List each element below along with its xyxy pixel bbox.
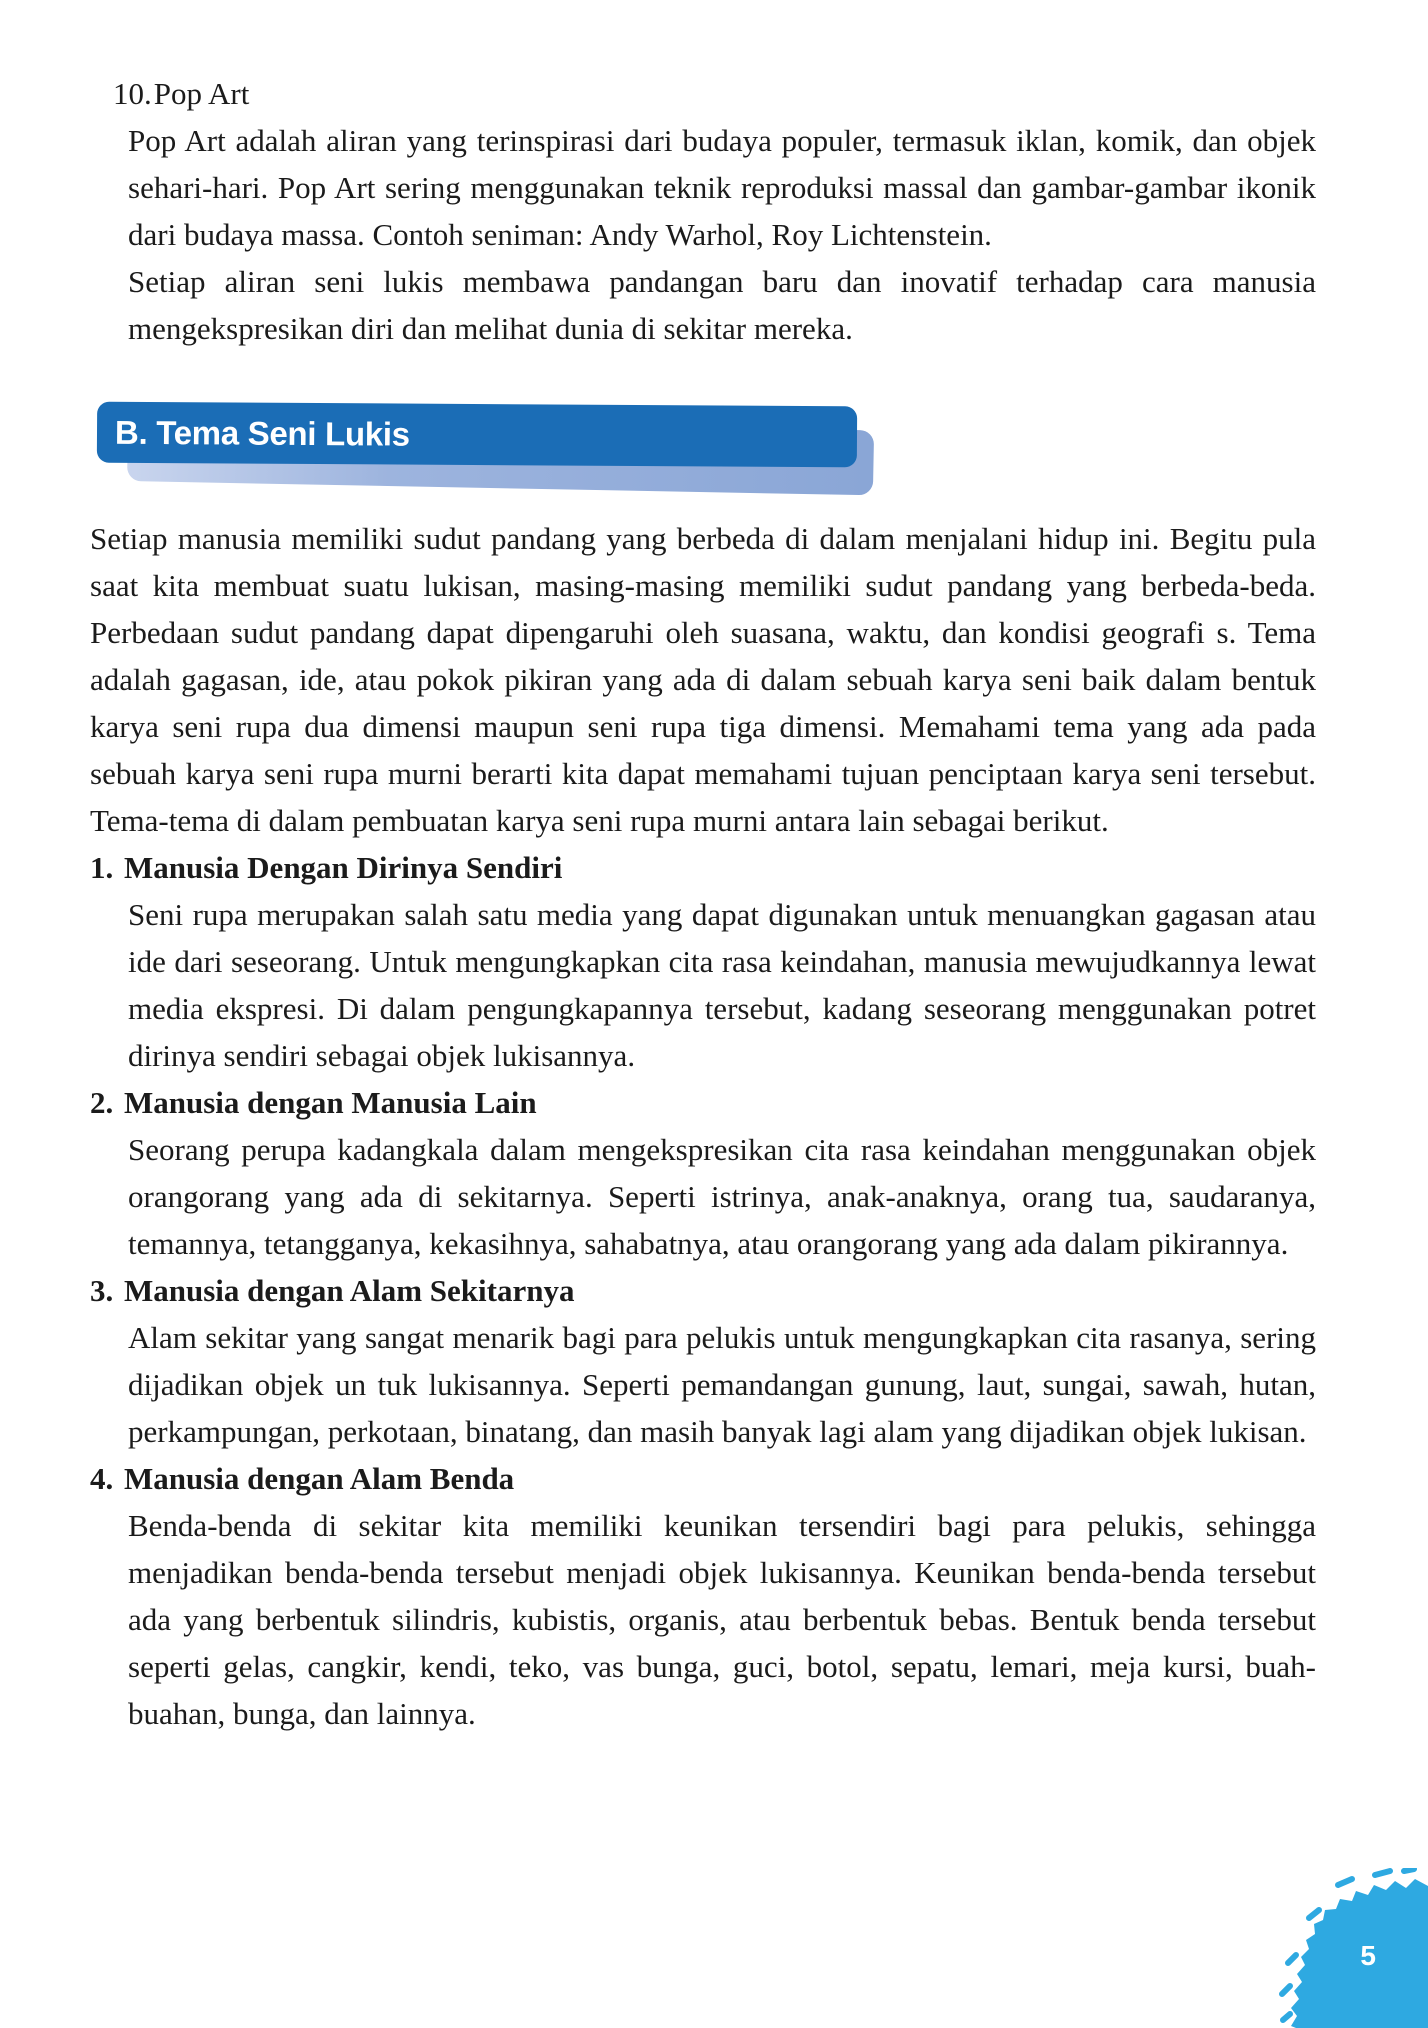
theme-4-title: Manusia dengan Alam Benda [124,1461,515,1496]
theme-2-heading [90,1079,1316,1126]
page-number-brush-icon [1278,1868,1428,2028]
theme-4 [90,1455,1316,1737]
theme-3-heading [90,1267,1316,1314]
page-number: 5 [1360,1940,1376,1971]
theme-3 [90,1267,1316,1455]
theme-1-number: 1. [90,850,114,885]
theme-3-paragraph: Alam sekitar yang sangat menarik bagi para pelukis untuk mengungkapkan cita rasanya, sering dijadikan objek un tuk lukisannya. Seperti pemandangan gunung, laut, sungai, sawah, hutan, perkampungan, perkotaan, binatang, dan masih banyak lagi alam yang dijadikan objek lukisan. [128,1320,1316,1449]
theme-4-heading [90,1455,1316,1502]
theme-3-title: Manusia dengan Alam Sekitarnya [124,1273,575,1308]
pop-art-title: Pop Art [153,76,250,111]
theme-1-heading [90,844,1316,891]
theme-2 [90,1079,1316,1267]
section-heading-banner [97,404,857,465]
section-intro-paragraph: Setiap manusia memiliki sudut pandang yang berbeda di dalam menjalani hidup ini. Begitu pula saat kita membuat suatu lukisan, masing-masing memiliki sudut pandang yang berbeda-beda. Perbedaan sudut pandang dapat dipengaruhi oleh suasana, waktu, dan kondisi geografi s. Tema adalah gagasan, ide, atau pokok pikiran yang ada di dalam sebuah karya seni baik dalam bentuk karya seni rupa dua dimensi maupun seni rupa tiga dimensi. Memahami tema yang ada pada sebuah karya seni rupa murni berarti kita dapat memahami tujuan penciptaan karya seni tersebut. Tema-tema di dalam pembuatan karya seni rupa murni antara lain sebagai berikut. [90,521,1316,838]
theme-4-paragraph: Benda-benda di sekitar kita memiliki keunikan tersendiri bagi para pelukis, sehingga menjadikan benda-benda tersebut menjadi objek lukisannya. Keunikan benda-benda tersebut ada yang berbentuk silindris, kubistis, organis, atau berbentuk bebas. Bentuk benda tersebut seperti gelas, cangkir, kendi, teko, vas bunga, guci, botol, sepatu, lemari, meja kursi, buah-buahan, bunga, dan lainnya. [128,1508,1316,1731]
theme-3-number: 3. [90,1273,114,1308]
pop-art-heading [113,70,1316,117]
theme-2-title: Manusia dengan Manusia Lain [124,1085,537,1120]
pop-art-paragraph: Pop Art adalah aliran yang terinspirasi dari budaya populer, termasuk iklan, komik, dan objek sehari-hari. Pop Art sering menggunakan teknik reproduksi massal dan gambar-gambar ikonik dari budaya massa. Contoh seniman: Andy Warhol, Roy Lichtenstein. [128,123,1316,252]
theme-2-paragraph: Seorang perupa kadangkala dalam mengekspresikan cita rasa keindahan menggunakan objek orangorang yang ada di sekitarnya. Seperti istrinya, anak-anaknya, orang tua, saudaranya, temannya, tetangganya, kekasihnya, sahabatnya, atau orangorang yang ada dalam pikirannya. [128,1132,1316,1261]
theme-2-number: 2. [90,1085,114,1120]
theme-1-title: Manusia Dengan Dirinya Sendiri [124,850,563,885]
section-heading-label: B. Tema Seni Lukis [114,413,410,453]
page-number-badge [1278,1868,1428,2028]
pop-art-section [90,70,1316,352]
content-column [90,70,1316,1737]
banner-main-shape [97,402,857,468]
pop-art-closing-paragraph: Setiap aliran seni lukis membawa pandangan baru dan inovatif terhadap cara manusia mengekspresikan diri dan melihat dunia di sekitar mereka. [128,264,1316,346]
theme-4-number: 4. [90,1461,114,1496]
pop-art-number: 10. [113,76,152,111]
theme-1 [90,844,1316,1079]
theme-1-paragraph: Seni rupa merupakan salah satu media yang dapat digunakan untuk menuangkan gagasan atau ide dari seseorang. Untuk mengungkapkan cita rasa keindahan, manusia mewujudkannya lewat media ekspresi. Di dalam pengungkapannya tersebut, kadang seseorang menggunakan potret dirinya sendiri sebagai objek lukisannya. [128,897,1316,1073]
